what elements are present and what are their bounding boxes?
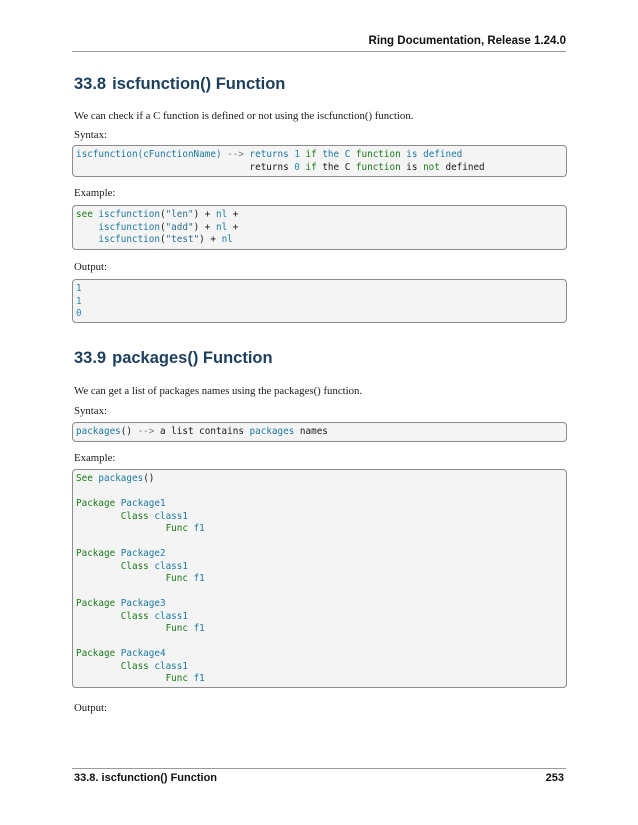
page-number: 253 bbox=[545, 772, 564, 784]
section-number: 33.9 bbox=[74, 349, 107, 367]
section-intro: We can get a list of packages names using the packages() function. bbox=[74, 385, 363, 397]
code-line: Package Package2 bbox=[76, 548, 166, 559]
code-line: Class class1 bbox=[120, 610, 188, 622]
code-line bbox=[76, 162, 566, 175]
code-line: Class class1 bbox=[120, 660, 188, 672]
example-label: Example: bbox=[74, 452, 116, 464]
footer-section: 33.8. iscfunction() Function bbox=[74, 772, 218, 784]
section-title-33-9 bbox=[74, 348, 273, 368]
section-title-text: iscfunction() Function bbox=[112, 75, 286, 93]
section-title-text: packages() Function bbox=[112, 349, 273, 367]
code-line: Func f1 bbox=[165, 523, 205, 534]
code-line: 1 bbox=[76, 283, 82, 294]
code-line bbox=[76, 586, 566, 599]
example-code-block bbox=[72, 205, 567, 250]
syntax-code-block bbox=[72, 145, 567, 177]
code-line bbox=[76, 149, 566, 162]
code-line: Class class1 bbox=[120, 560, 188, 572]
code-line bbox=[76, 536, 566, 549]
code-line: Func f1 bbox=[165, 573, 205, 584]
output-code-block bbox=[72, 279, 567, 323]
code-line: Package Package1 bbox=[76, 498, 166, 509]
code-token: returns 0 if the C function is not defined bbox=[76, 161, 485, 173]
code-line: Package Package4 bbox=[76, 648, 166, 659]
section-number: 33.8 bbox=[74, 75, 107, 93]
syntax-code-block bbox=[72, 422, 567, 442]
syntax-label: Syntax: bbox=[74, 405, 107, 417]
header-rule bbox=[72, 51, 566, 52]
running-header: Ring Documentation, Release 1.24.0 bbox=[368, 35, 566, 47]
output-label: Output: bbox=[74, 702, 107, 714]
section-intro: We can check if a C function is defined or not using the iscfunction() function. bbox=[74, 110, 414, 122]
code-line: Package Package3 bbox=[76, 598, 166, 609]
footer-rule bbox=[72, 768, 566, 769]
code-line: See packages() bbox=[76, 473, 155, 484]
code-line: Class class1 bbox=[120, 510, 188, 522]
code-line: iscfunction("add") + nl + bbox=[98, 221, 239, 233]
code-line: 0 bbox=[76, 308, 82, 319]
code-line: see iscfunction("len") + nl + bbox=[76, 209, 239, 220]
code-line bbox=[76, 486, 566, 499]
code-line: packages() --> a list contains packages names bbox=[76, 426, 328, 437]
syntax-label: Syntax: bbox=[74, 129, 107, 141]
output-label: Output: bbox=[74, 261, 107, 273]
code-line: Func f1 bbox=[165, 623, 205, 634]
code-line: Func f1 bbox=[165, 673, 205, 684]
example-label: Example: bbox=[74, 187, 116, 199]
code-line bbox=[76, 636, 566, 649]
code-line: iscfunction("test") + nl bbox=[98, 234, 233, 245]
example-code-block bbox=[72, 469, 567, 688]
code-line: 1 bbox=[76, 295, 82, 307]
code-token: iscfunction(cFunctionName) --> returns 1 if the C function is defined bbox=[76, 149, 463, 160]
section-title-33-8 bbox=[74, 74, 285, 94]
